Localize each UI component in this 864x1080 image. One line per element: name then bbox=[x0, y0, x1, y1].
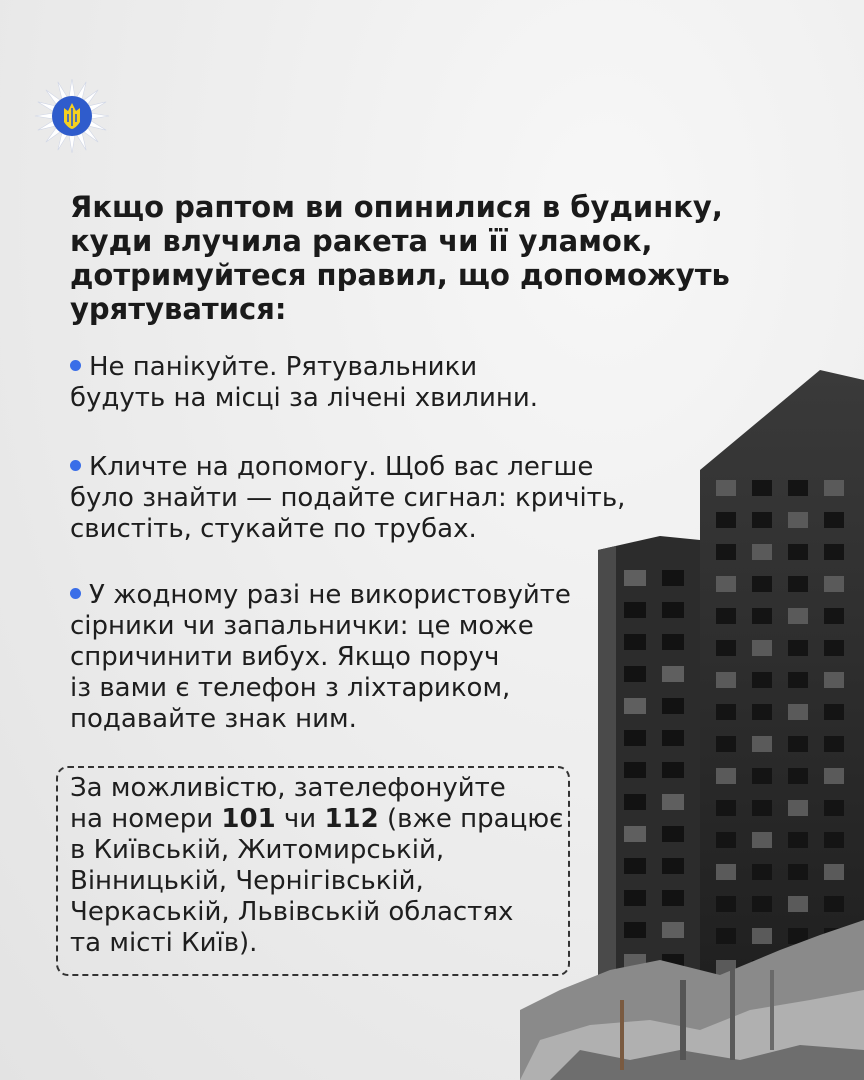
bullet-dot-icon bbox=[70, 360, 81, 371]
callout-line: За можливістю, зателефонуйте bbox=[70, 773, 506, 803]
bullet-line: свистіть, стукайте по трубах. bbox=[70, 514, 477, 544]
bullet-line: із вами є телефон з ліхтариком, bbox=[70, 673, 511, 703]
bullet-dot-icon bbox=[70, 588, 81, 599]
callout-line-numbers bbox=[70, 804, 563, 835]
bullet-line: Не панікуйте. Рятувальники bbox=[89, 352, 478, 382]
bullet-line: У жодному разі не використовуйте bbox=[89, 580, 571, 610]
heading-line: урятуватися: bbox=[70, 292, 287, 326]
heading-line: дотримуйтеся правил, що допоможуть bbox=[70, 258, 730, 292]
callout-text-part: на номери bbox=[70, 804, 222, 834]
callout-text-part: (вже працює bbox=[378, 804, 564, 834]
destroyed-building-photo bbox=[520, 360, 864, 1080]
callout-line: та місті Київ). bbox=[70, 928, 258, 958]
phone-number-112: 112 bbox=[324, 804, 379, 834]
bullet-line: будуть на місці за лічені хвилини. bbox=[70, 383, 539, 413]
bullet-line: Кличте на допомогу. Щоб вас легше bbox=[89, 452, 594, 482]
main-heading bbox=[70, 190, 730, 326]
bullet-line: було знайти — подайте сигнал: кричіть, bbox=[70, 483, 626, 513]
callout-text-part: чи bbox=[275, 804, 325, 834]
bullet-line: подавайте знак ним. bbox=[70, 704, 357, 734]
heading-line: Якщо раптом ви опинилися в будинку, bbox=[70, 190, 723, 224]
emergency-service-emblem-icon bbox=[34, 78, 110, 154]
callout-line: в Київській, Житомирській, bbox=[70, 835, 445, 865]
heading-line: куди влучила ракета чи її уламок, bbox=[70, 224, 653, 258]
bullet-line: сірники чи запальнички: це може bbox=[70, 611, 534, 641]
phone-number-101: 101 bbox=[221, 804, 276, 834]
bullet-dot-icon bbox=[70, 460, 81, 471]
callout-line: Черкаській, Львівській областях bbox=[70, 897, 514, 927]
callout-text bbox=[70, 773, 563, 959]
callout-line: Вінницькій, Чернігівській, bbox=[70, 866, 424, 896]
bullet-line: спричинити вибух. Якщо поруч bbox=[70, 642, 500, 672]
